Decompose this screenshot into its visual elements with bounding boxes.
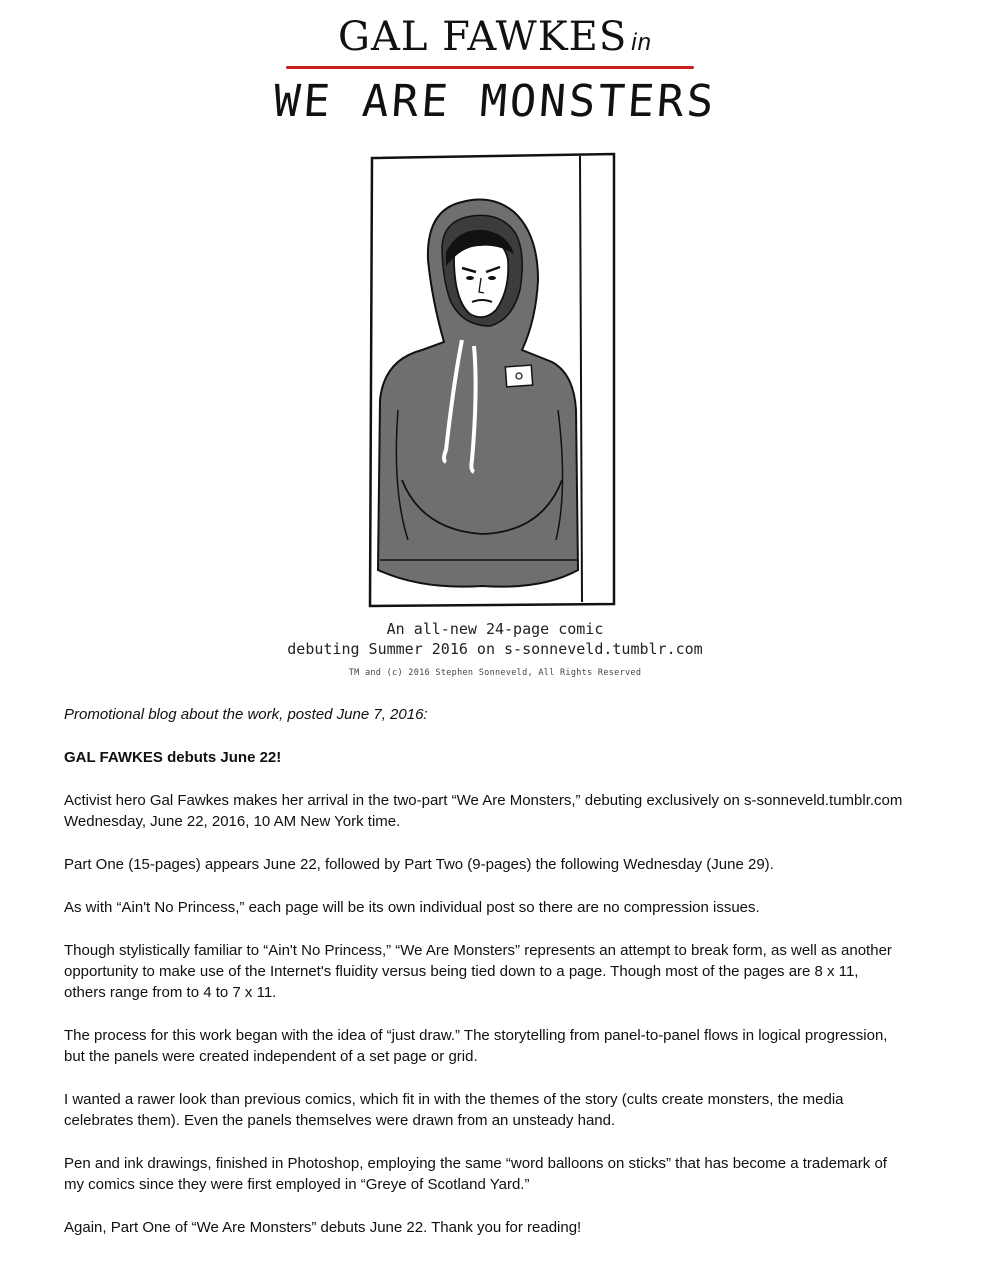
left-eye xyxy=(466,276,474,280)
article-headline: GAL FAWKES debuts June 22! xyxy=(64,749,282,766)
article-paragraph: The process for this work began with the idea of “just draw.” The storytelling from panel-to-panel flows in logical progression, but the panels were created independent of a set page or grid. xyxy=(64,1027,888,1065)
article-paragraph: Part One (15-pages) appears June 22, followed by Part Two (9-pages) the following Wednesday (June 29). xyxy=(64,856,774,873)
article-paragraph: Pen and ink drawings, finished in Photoshop, employing the same “word balloons on sticks” that has become a trademark of my comics since they were first employed in “Greye of Scotland Yard.” xyxy=(64,1155,887,1193)
chest-badge xyxy=(505,365,532,387)
title-in: in xyxy=(631,29,652,56)
title-red-rule xyxy=(286,66,694,69)
caption-line-2: debuting Summer 2016 on s-sonneveld.tumblr.com xyxy=(287,640,703,658)
title-main-text: GAL FAWKES xyxy=(338,14,628,60)
copyright-notice: TM and (c) 2016 Stephen Sonneveld, All Rights Reserved xyxy=(348,668,642,678)
right-eye xyxy=(488,276,496,280)
caption-line-1: An all-new 24-page comic xyxy=(386,620,604,638)
article-paragraph: As with “Ain't No Princess,” each page will be its own individual post so there are no compression issues. xyxy=(64,899,760,916)
comic-panel-illustration xyxy=(362,150,620,610)
article-paragraph: Though stylistically familiar to “Ain't No Princess,” “We Are Monsters” represents an attempt to break form, as well as another opportunity to make use of the Internet's fluidity versus being tied down to a page. Though most of the pages are 8 x 11, others range from to 4 to 7 x 11. xyxy=(64,942,892,1001)
article-paragraph: Activist hero Gal Fawkes makes her arrival in the two-part “We Are Monsters,” debuting exclusively on s-sonneveld.tumblr.com Wednesday, June 22, 2016, 10 AM New York time. xyxy=(64,792,903,830)
article-body xyxy=(64,704,904,1260)
article-intro: Promotional blog about the work, posted June 7, 2016: xyxy=(64,706,428,723)
article-paragraph: I wanted a rawer look than previous comics, which fit in with the themes of the story (cults create monsters, the media celebrates them). Even the panels themselves were drawn from an unsteady hand. xyxy=(64,1091,844,1129)
title-block xyxy=(0,0,990,140)
title-main xyxy=(0,14,990,60)
door-edge-line xyxy=(580,156,582,602)
title-subtitle: WE ARE MONSTERS xyxy=(272,76,718,127)
article-paragraph: Again, Part One of “We Are Monsters” debuts June 22. Thank you for reading! xyxy=(64,1219,582,1236)
